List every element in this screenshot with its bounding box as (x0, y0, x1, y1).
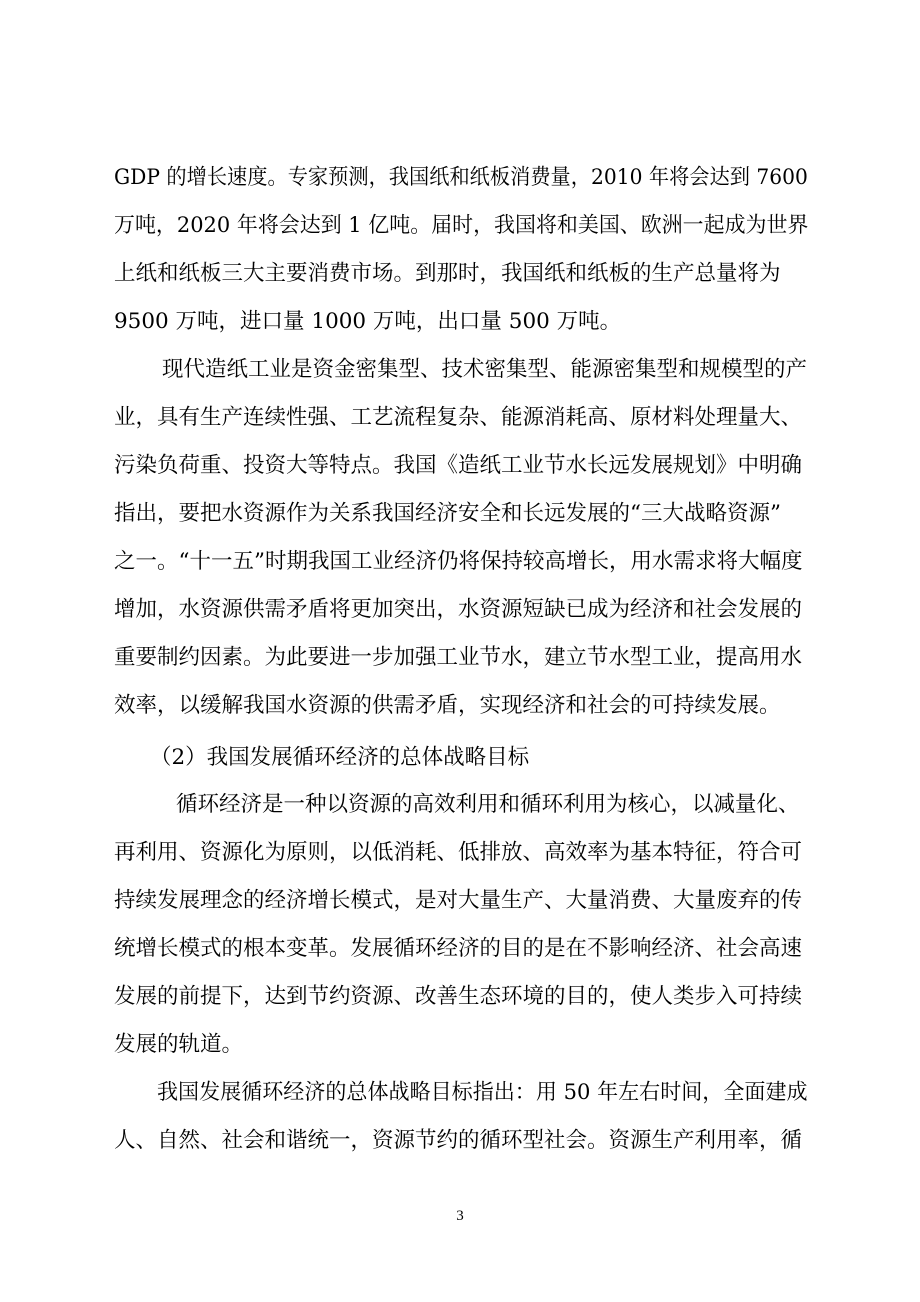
text-line: 之一。“十一五”时期我国工业经济仍将保持较高增长，用水需求将大幅度 (114, 549, 803, 574)
text-line: 污染负荷重、投资大等特点。我国《造纸工业节水长远发展规划》中明确 (114, 453, 803, 478)
paragraph-first-line: 我国发展循环经济的总体战略目标指出：用 50 年左右时间，全面建成 (157, 1080, 808, 1105)
text-line: 统增长模式的根本变革。发展循环经济的目的是在不影响经济、社会高速 (114, 936, 803, 961)
text-line: GDP 的增长速度。专家预测，我国纸和纸板消费量，2010 年将会达到 7600 (114, 165, 808, 190)
paragraph-first-line: 现代造纸工业是资金密集型、技术密集型、能源密集型和规模型的产 (162, 357, 808, 382)
text-line: 重要制约因素。为此要进一步加强工业节水，建立节水型工业，提高用水 (114, 645, 803, 670)
text-line: 持续发展理念的经济增长模式，是对大量生产、大量消费、大量废弃的传 (114, 888, 803, 913)
text-line: 效率，以缓解我国水资源的供需矛盾，实现经济和社会的可持续发展。 (114, 693, 781, 718)
text-line: 9500 万吨，进口量 1000 万吨，出口量 500 万吨。 (114, 309, 622, 334)
text-line: 人、自然、社会和谐统一，资源节约的循环型社会。资源生产利用率，循 (114, 1128, 803, 1153)
text-line: 万吨，2020 年将会达到 1 亿吨。届时，我国将和美国、欧洲一起成为世界 (114, 213, 809, 238)
paragraph-first-line: 循环经济是一种以资源的高效利用和循环利用为核心，以减量化、 (176, 792, 800, 817)
text-line: 上纸和纸板三大主要消费市场。到那时，我国纸和纸板的生产总量将为 (114, 261, 781, 286)
text-line: 增加，水资源供需矛盾将更加突出，水资源短缺已成为经济和社会发展的 (114, 597, 803, 622)
text-line: 发展的轨道。 (114, 1032, 244, 1057)
text-line: 指出，要把水资源作为关系我国经济安全和长远发展的“三大战略资源” (114, 501, 781, 526)
text-line: 再利用、资源化为原则，以低消耗、低排放、高效率为基本特征，符合可 (114, 840, 803, 865)
page-number: 3 (456, 1208, 464, 1224)
section-heading: （2）我国发展循环经济的总体战略目标 (150, 745, 530, 770)
text-line: 业，具有生产连续性强、工艺流程复杂、能源消耗高、原材料处理量大、 (114, 405, 803, 430)
text-line: 发展的前提下，达到节约资源、改善生态环境的目的，使人类步入可持续 (114, 984, 803, 1009)
